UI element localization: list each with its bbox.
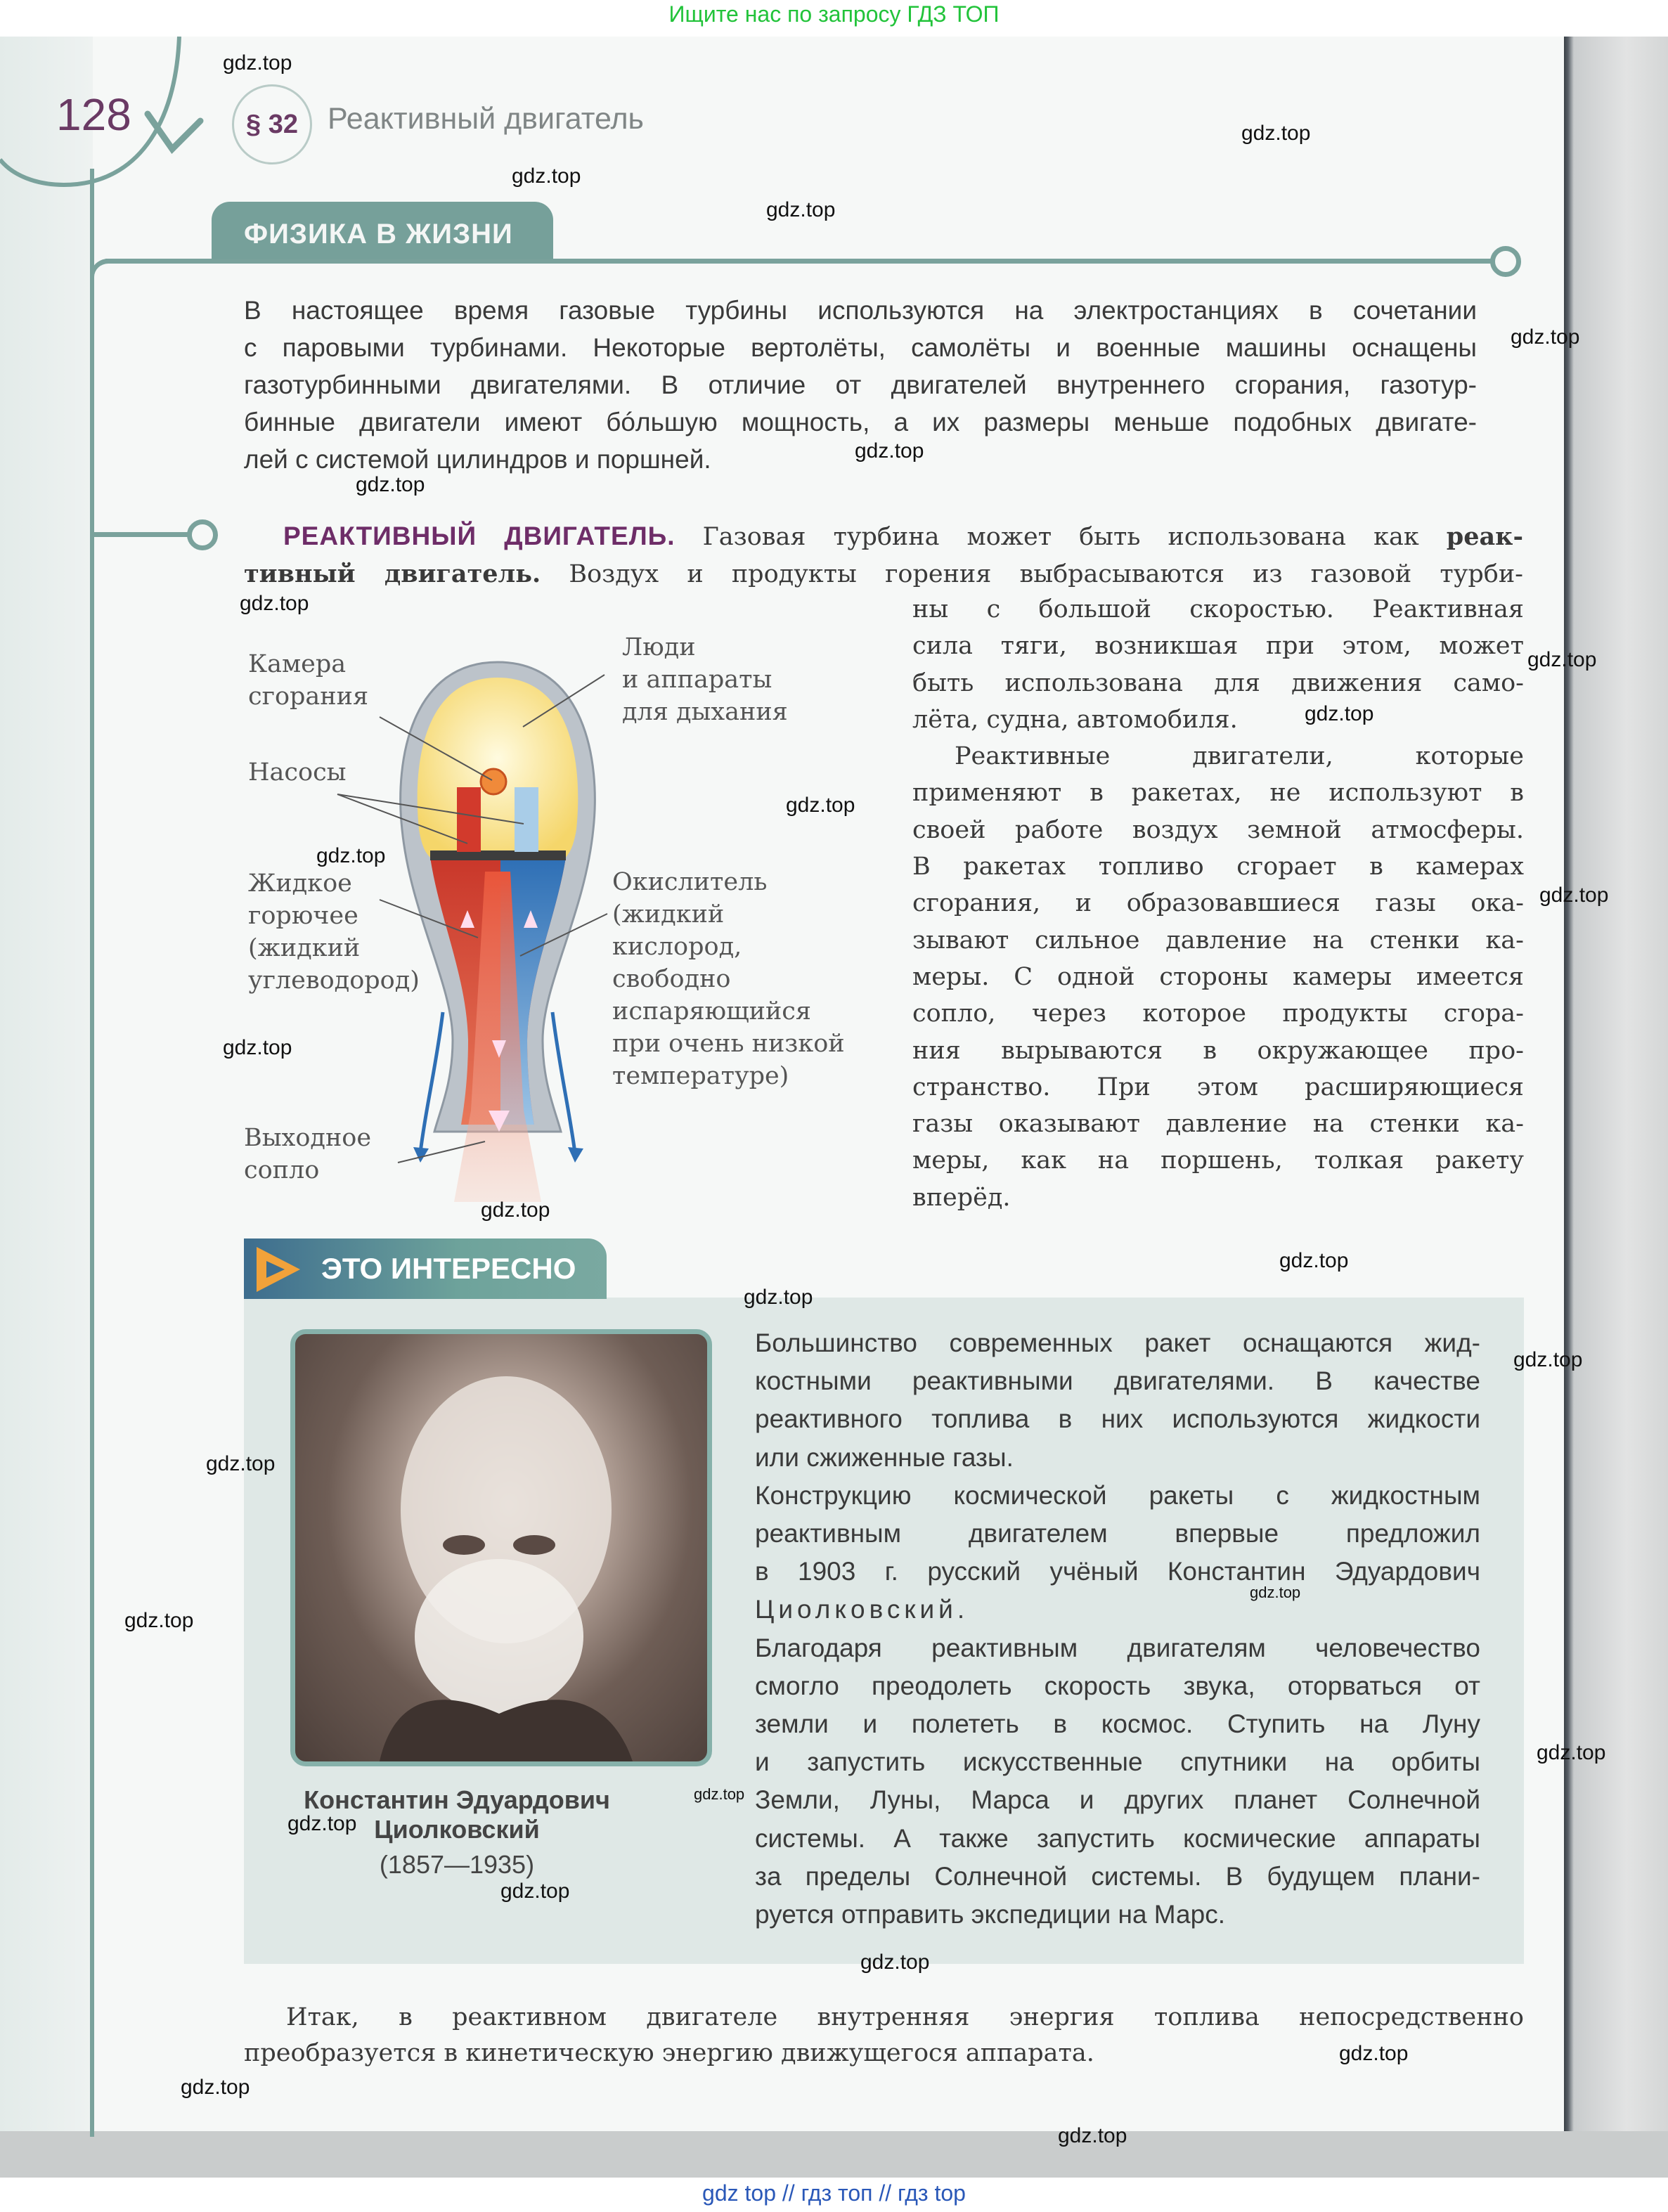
- watermark: gdz.top: [223, 51, 292, 75]
- label-oxidizer: Окислитель (жидкий кислород, свободно испаряющийся при очень низкой температуре): [612, 868, 845, 1090]
- portrait-caption-name: Константин Эдуардович Циолковский: [304, 1785, 610, 1844]
- text-line: сгорания, и образовавшиеся газы ока-: [912, 889, 1524, 918]
- jet-engine-column: [912, 591, 1524, 1216]
- watermark: gdz.top: [124, 1609, 194, 1632]
- fuel-pump: [457, 787, 481, 852]
- watermark: gdz.top: [481, 1198, 550, 1222]
- page-margin: [0, 37, 93, 2131]
- text-line: меры. С одной стороны камеры имеется: [912, 962, 1524, 991]
- jet-engine-heading: РЕАКТИВНЫЙ ДВИГАТЕЛЬ.: [283, 522, 675, 550]
- text-line: с паровыми турбинами. Некоторые вертолёты, самолёты и военные машины оснащены: [244, 333, 1477, 362]
- text-line: ны с большой скоростью. Реактивная: [912, 595, 1524, 623]
- text-line: Благодаря реактивным двигателям человечество: [755, 1633, 1480, 1662]
- watermark: gdz.top: [1305, 702, 1374, 725]
- interesting-tab-label: ЭТО ИНТЕРЕСНО: [321, 1252, 576, 1285]
- watermark: gdz.top: [694, 1785, 745, 1803]
- footer-links[interactable]: gdz top // гдз топ // гдз top: [0, 2178, 1668, 2212]
- play-logo-icon: [251, 1244, 304, 1295]
- watermark: gdz.top: [1527, 648, 1597, 671]
- text-line: лей с системой цилиндров и поршней.: [244, 445, 711, 474]
- oxidizer-pump: [515, 787, 538, 852]
- watermark: gdz.top: [766, 198, 836, 221]
- text-line: странство. При этом расширяющиеся: [912, 1073, 1524, 1101]
- text-line: бинные двигатели имеют бóльшую мощность, а их размеры меньше подобных двигате-: [244, 408, 1477, 436]
- text-line: [244, 518, 1523, 556]
- text-line: ния вырываются в окружающее про-: [912, 1036, 1524, 1065]
- watermark: gdz.top: [1241, 122, 1311, 145]
- term-bold: реак-: [1446, 522, 1523, 551]
- text-line: газотурбинными двигателями. В отличие от двигателей внутреннего сгорания, газотур-: [244, 370, 1477, 399]
- text-line: Циолковский.: [755, 1595, 969, 1624]
- text-line: [244, 556, 1523, 593]
- watermark: gdz.top: [287, 1812, 357, 1835]
- text-line: своей работе воздух земной атмосферы.: [912, 815, 1524, 844]
- text-line: применяют в ракетах, не используют в: [912, 779, 1524, 808]
- text-line: или сжиженные газы.: [755, 1442, 1014, 1472]
- text-line: Земли, Луны, Марса и других планет Солнечной: [755, 1785, 1480, 1815]
- watermark: gdz.top: [855, 439, 924, 463]
- margin-rail: [90, 169, 94, 2137]
- page-number-arc: [0, 37, 232, 261]
- text-line: лёта, судна, автомобиля.: [912, 705, 1238, 734]
- watermark: gdz.top: [1539, 884, 1609, 907]
- text-line: преобразуется в кинетическую энергию движущегося аппарата.: [244, 2039, 1094, 2067]
- section-divider: [105, 259, 1496, 264]
- watermark: gdz.top: [860, 1951, 930, 1974]
- divider-end-ring: [1490, 246, 1521, 277]
- text-line: за пределы Солнечной системы. В будущем плани-: [755, 1861, 1480, 1891]
- label-nozzle: Выходное сопло: [244, 1124, 372, 1184]
- watermark: gdz.top: [1279, 1249, 1349, 1272]
- watermark: gdz.top: [1339, 2042, 1409, 2065]
- text-line: В настоящее время газовые турбины используются на электростанциях в сочетании: [244, 296, 1477, 325]
- text-line: смогло преодолеть скорость звука, оторваться от: [755, 1671, 1480, 1700]
- label-liquid-fuel: Жидкое горючее (жидкий углеводород): [248, 869, 420, 995]
- watermark: gdz.top: [1250, 1584, 1301, 1601]
- section-title: Реактивный двигатель: [328, 102, 644, 136]
- text-line: системы. А также запустить космические аппараты: [755, 1823, 1480, 1853]
- interesting-text: [755, 1324, 1480, 1934]
- watermark: gdz.top: [223, 1036, 292, 1059]
- jet-engine-intro: [244, 518, 1523, 593]
- term-bold: тивный двигатель.: [244, 559, 541, 588]
- text-line: зывают сильное давление на стенки ка-: [912, 926, 1524, 955]
- text-line: Большинство современных ракет оснащаются жид-: [755, 1328, 1480, 1357]
- text-line: костными реактивными двигателями. В качестве: [755, 1366, 1480, 1396]
- physics-in-life-tab: ФИЗИКА В ЖИЗНИ: [212, 202, 553, 259]
- text-line: сила тяги, возникшая при этом, может: [912, 632, 1524, 661]
- text-line: газы оказывают давление на стенки ка-: [912, 1110, 1524, 1139]
- life-support-compartment: [418, 678, 578, 858]
- text-line: Конструкцию космической ракеты с жидкостным: [755, 1480, 1480, 1510]
- text-line: быть использована для движения само-: [912, 668, 1524, 697]
- portrait-caption-years: (1857—1935): [379, 1850, 535, 1879]
- bulkhead: [430, 850, 566, 860]
- text-span: Газовая турбина может быть использована как: [675, 523, 1447, 551]
- text-line: Реактивные двигатели, которые: [955, 742, 1524, 771]
- section-divider-short: [92, 532, 190, 537]
- interesting-tab: [244, 1238, 607, 1299]
- text-line: реактивным двигателем впервые предложил: [755, 1519, 1480, 1548]
- portrait-sketch: [295, 1334, 707, 1761]
- watermark: gdz.top: [240, 592, 309, 615]
- text-line: сопло, через которое продукты сгора-: [912, 1000, 1524, 1028]
- tsiolkovsky-portrait: [290, 1329, 712, 1766]
- watermark: gdz.top: [1513, 1348, 1583, 1371]
- watermark: gdz.top: [786, 794, 855, 817]
- text-line: меры, как на поршень, толкая ракету: [912, 1146, 1524, 1175]
- book-spine-edge: [1564, 37, 1668, 2173]
- label-life-support: Люди и аппараты для дыхания: [622, 633, 788, 726]
- search-banner[interactable]: Ищите нас по запросу ГДЗ ТОП: [668, 1, 1000, 27]
- text-line: в 1903 г. русский учёный Константин Эдуардович: [755, 1557, 1480, 1586]
- section-marker-ring: [187, 519, 218, 550]
- watermark: gdz.top: [500, 1880, 570, 1903]
- label-combustion-chamber: Камера сгорания: [248, 650, 369, 711]
- text-line: и запустить искусственные спутники на орбиты: [755, 1747, 1480, 1777]
- combustion-chamber: [481, 769, 506, 794]
- text-line: Итак, в реактивном двигателе внутренняя энергия топлива непосредственно: [286, 2003, 1524, 2031]
- label-pumps: Насосы: [248, 758, 347, 787]
- watermark: gdz.top: [181, 2076, 250, 2099]
- watermark: gdz.top: [206, 1452, 276, 1475]
- section-number-badge: § 32: [232, 84, 312, 164]
- watermark: gdz.top: [512, 164, 581, 188]
- watermark: gdz.top: [1511, 325, 1580, 349]
- page-number: 128: [56, 89, 131, 140]
- text-line: вперёд.: [912, 1183, 1011, 1212]
- watermark: gdz.top: [1537, 1741, 1606, 1764]
- text-span: Воздух и продукты горения выбрасываются из газовой турби-: [541, 560, 1523, 588]
- conclusion-text: [244, 2000, 1524, 2071]
- watermark: gdz.top: [316, 844, 386, 867]
- watermark: gdz.top: [744, 1286, 813, 1309]
- scan-bottom-edge: [0, 2131, 1668, 2180]
- text-line: земли и полететь в космос. Ступить на Луну: [755, 1709, 1480, 1739]
- text-line: реактивного топлива в них используются жидкости: [755, 1404, 1480, 1434]
- text-line: В ракетах топливо сгорает в камерах: [912, 853, 1524, 881]
- watermark: gdz.top: [356, 473, 425, 496]
- watermark: gdz.top: [1058, 2124, 1127, 2147]
- text-line: руется отправить экспедиции на Марс.: [755, 1900, 1225, 1929]
